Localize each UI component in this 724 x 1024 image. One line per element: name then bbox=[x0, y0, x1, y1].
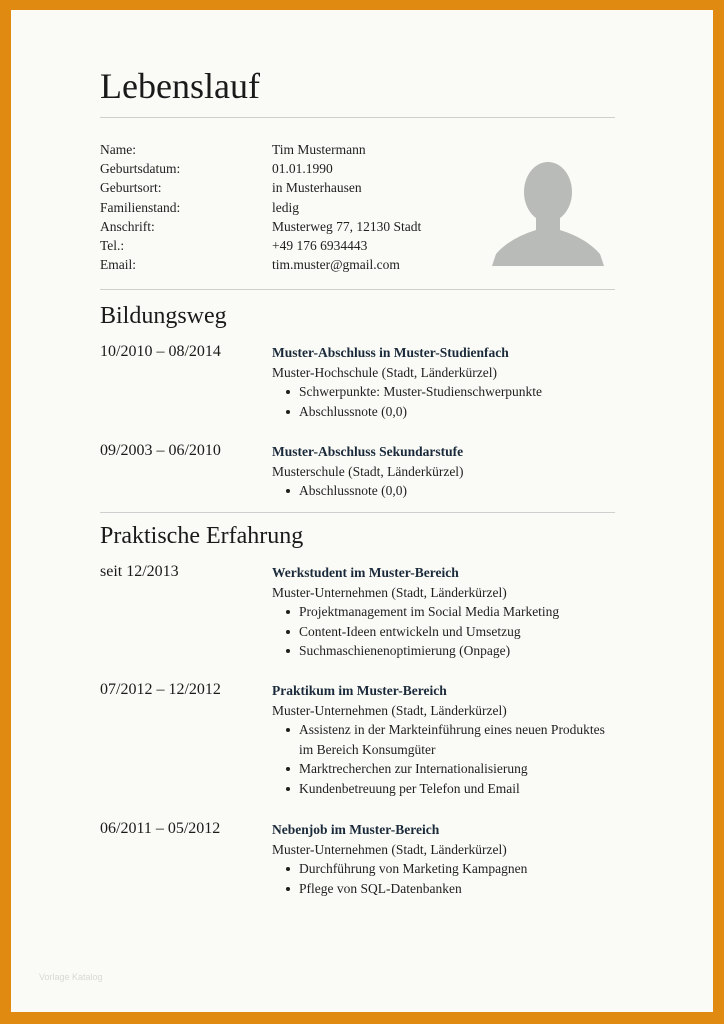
info-label: Geburtsdatum: bbox=[100, 161, 181, 177]
page-title: Lebenslauf bbox=[100, 66, 260, 106]
entry-title: Nebenjob im Muster-Bereich bbox=[272, 822, 440, 837]
info-value: +49 176 6934443 bbox=[272, 238, 368, 254]
info-value: Tim Mustermann bbox=[272, 142, 366, 157]
entry-title: Muster-Abschluss Sekundarstufe bbox=[272, 444, 464, 459]
entry-date: 06/2011 – 05/2012 bbox=[100, 820, 221, 837]
list-item: Assistenz in der Markteinführung eines neuen Produktes im Bereich Konsumgüter bbox=[299, 720, 620, 759]
entry-place: Muster-Unternehmen (Stadt, Länderkürzel) bbox=[272, 584, 507, 600]
list-item: Pflege von SQL-Datenbanken bbox=[299, 879, 620, 899]
info-value: tim.muster@gmail.com bbox=[272, 257, 400, 273]
entry-body bbox=[272, 820, 620, 898]
bullet-list bbox=[272, 720, 620, 798]
entry-body bbox=[272, 442, 620, 501]
entry-date: 07/2012 – 12/2012 bbox=[100, 681, 221, 698]
section-title-education: Bildungsweg bbox=[100, 303, 227, 329]
info-row bbox=[100, 217, 460, 236]
info-label: Name: bbox=[100, 142, 136, 157]
divider bbox=[100, 512, 615, 513]
entry-body bbox=[272, 681, 620, 798]
info-label: Geburtsort: bbox=[100, 180, 162, 196]
watermark: Vorlage Katalog bbox=[39, 972, 103, 982]
info-label: Familienstand: bbox=[100, 199, 181, 215]
list-item: Schwerpunkte: Muster-Studienschwerpunkte bbox=[299, 382, 620, 402]
info-value: 01.01.1990 bbox=[272, 161, 333, 177]
info-label: Anschrift: bbox=[100, 218, 155, 234]
bullet-list bbox=[272, 602, 620, 661]
entry-place: Muster-Unternehmen (Stadt, Länderkürzel) bbox=[272, 702, 507, 718]
info-row bbox=[100, 255, 460, 274]
info-row bbox=[100, 236, 460, 255]
list-item: Projektmanagement im Social Media Marketing bbox=[299, 602, 620, 622]
entry-place: Muster-Unternehmen (Stadt, Länderkürzel) bbox=[272, 841, 507, 857]
bullet-list bbox=[272, 382, 620, 421]
info-row bbox=[100, 140, 460, 159]
entry-place: Muster-Hochschule (Stadt, Länderkürzel) bbox=[272, 364, 498, 380]
list-item: Kundenbetreuung per Telefon und Email bbox=[299, 779, 620, 799]
entry-title: Werkstudent im Muster-Bereich bbox=[272, 565, 459, 580]
divider bbox=[100, 289, 615, 290]
info-value: Musterweg 77, 12130 Stadt bbox=[272, 218, 422, 234]
entry-title: Muster-Abschluss in Muster-Studienfach bbox=[272, 345, 509, 360]
list-item: Abschlussnote (0,0) bbox=[299, 402, 620, 422]
entry-title: Praktikum im Muster-Bereich bbox=[272, 683, 447, 698]
info-row bbox=[100, 198, 460, 217]
info-label: Tel.: bbox=[100, 238, 125, 254]
list-item: Marktrecherchen zur Internationalisierung bbox=[299, 759, 620, 779]
entry-date: 09/2003 – 06/2010 bbox=[100, 442, 221, 459]
profile-photo bbox=[490, 150, 604, 266]
entry-date: seit 12/2013 bbox=[100, 563, 179, 580]
info-row bbox=[100, 159, 460, 178]
cv-page bbox=[11, 10, 713, 1012]
info-label: Email: bbox=[100, 257, 136, 273]
entry-body bbox=[272, 563, 620, 661]
person-silhouette-icon bbox=[490, 150, 604, 266]
bullet-list bbox=[272, 859, 620, 898]
list-item: Durchführung von Marketing Kampagnen bbox=[299, 859, 620, 879]
section-title-experience: Praktische Erfahrung bbox=[100, 523, 304, 549]
personal-info bbox=[100, 140, 460, 274]
bullet-list bbox=[272, 481, 620, 501]
entry-place: Musterschule (Stadt, Länderkürzel) bbox=[272, 463, 464, 479]
entry-body bbox=[272, 343, 620, 421]
info-value: in Musterhausen bbox=[272, 180, 362, 196]
info-value: ledig bbox=[272, 199, 299, 215]
list-item: Suchmaschienenoptimierung (Onpage) bbox=[299, 641, 620, 661]
list-item: Abschlussnote (0,0) bbox=[299, 481, 620, 501]
entry-date: 10/2010 – 08/2014 bbox=[100, 343, 221, 360]
info-row bbox=[100, 178, 460, 197]
divider bbox=[100, 117, 615, 118]
list-item: Content-Ideen entwickeln und Umsetzug bbox=[299, 622, 620, 642]
